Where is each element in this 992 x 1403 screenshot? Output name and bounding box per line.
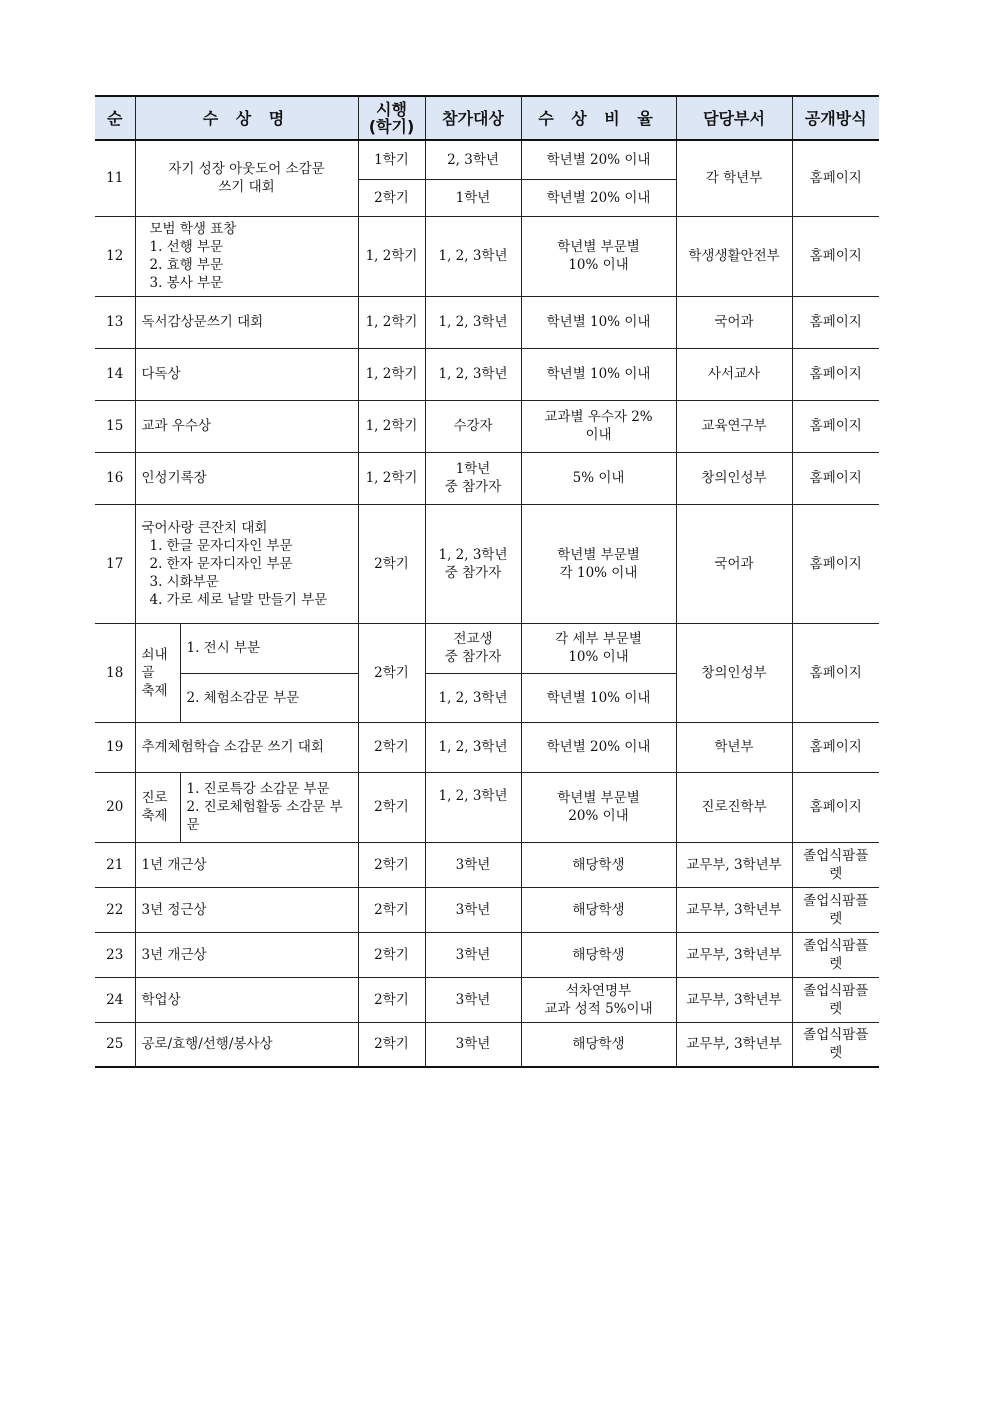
award-name: 공로/효행/선행/봉사상 xyxy=(135,1022,358,1067)
awards-table xyxy=(95,95,879,1068)
row-number: 12 xyxy=(95,216,135,296)
award-name: 국어사랑 큰잔치 대회 1. 한글 문자디자인 부문 2. 한자 문자디자인 부문 3. 시화부문 4. 가로 세로 낱말 만들기 부문 xyxy=(135,504,358,623)
award-name: 추계체험학습 소감문 쓰기 대회 xyxy=(135,722,358,772)
row-number: 19 xyxy=(95,722,135,772)
ratio: 교과별 우수자 2% 이내 xyxy=(521,400,676,452)
award-name: 교과 우수상 xyxy=(135,400,358,452)
table-row xyxy=(95,977,879,1022)
target: 1, 2, 3학년 중 참가자 xyxy=(425,504,521,623)
award-name: 3년 개근상 xyxy=(135,932,358,977)
term: 2학기 xyxy=(358,842,425,887)
term: 1학기 xyxy=(358,140,425,179)
dept: 창의인성부 xyxy=(676,452,792,504)
table-row xyxy=(95,216,879,296)
term: 1, 2학기 xyxy=(358,348,425,400)
row-number: 21 xyxy=(95,842,135,887)
target: 2, 3학년 xyxy=(425,140,521,179)
ratio: 학년별 부문별 각 10% 이내 xyxy=(521,504,676,623)
table-row xyxy=(95,772,879,842)
dept: 교무부, 3학년부 xyxy=(676,977,792,1022)
award-name: 모범 학생 표창 1. 선행 부문 2. 효행 부문 3. 봉사 부문 xyxy=(135,216,358,296)
publish: 홈페이지 xyxy=(792,504,879,623)
ratio: 학년별 20% 이내 xyxy=(521,722,676,772)
award-name: 인성기록장 xyxy=(135,452,358,504)
publish: 졸업식팜플 렛 xyxy=(792,977,879,1022)
table-row xyxy=(95,400,879,452)
ratio: 학년별 20% 이내 xyxy=(521,179,676,216)
header-term: 시행 (학기) xyxy=(358,96,425,140)
award-name: 1. 진로특강 소감문 부문 2. 진로체험활동 소감문 부문 xyxy=(180,772,358,842)
award-name: 2. 체험소감문 부문 xyxy=(180,673,358,722)
table-row xyxy=(95,623,879,673)
publish: 홈페이지 xyxy=(792,216,879,296)
dept: 교무부, 3학년부 xyxy=(676,842,792,887)
row-number: 16 xyxy=(95,452,135,504)
ratio: 5% 이내 xyxy=(521,452,676,504)
row-number: 20 xyxy=(95,772,135,842)
term: 2학기 xyxy=(358,179,425,216)
publish: 홈페이지 xyxy=(792,772,879,842)
dept: 창의인성부 xyxy=(676,623,792,722)
award-name: 1. 전시 부분 xyxy=(180,623,358,673)
header-publish: 공개방식 xyxy=(792,96,879,140)
ratio: 학년별 10% 이내 xyxy=(521,673,676,722)
publish: 졸업식팜플 렛 xyxy=(792,1022,879,1067)
ratio: 해당학생 xyxy=(521,932,676,977)
ratio: 해당학생 xyxy=(521,1022,676,1067)
term: 2학기 xyxy=(358,772,425,842)
table-row xyxy=(95,887,879,932)
row-number: 22 xyxy=(95,887,135,932)
award-name: 다독상 xyxy=(135,348,358,400)
award-name: 자기 성장 아웃도어 소감문 쓰기 대회 xyxy=(135,140,358,216)
term: 2학기 xyxy=(358,887,425,932)
target: 1, 2, 3학년 xyxy=(425,673,521,722)
term: 1, 2학기 xyxy=(358,400,425,452)
header-row xyxy=(95,96,879,140)
target: 3학년 xyxy=(425,932,521,977)
target: 수강자 xyxy=(425,400,521,452)
table-row xyxy=(95,348,879,400)
publish: 졸업식팜플 렛 xyxy=(792,887,879,932)
dept: 교무부, 3학년부 xyxy=(676,1022,792,1067)
table-row xyxy=(95,932,879,977)
term: 1, 2학기 xyxy=(358,216,425,296)
award-group: 쇠내골 축제 xyxy=(135,623,180,722)
award-name: 1년 개근상 xyxy=(135,842,358,887)
publish: 홈페이지 xyxy=(792,623,879,722)
target: 3학년 xyxy=(425,977,521,1022)
term: 1, 2학기 xyxy=(358,452,425,504)
ratio: 학년별 10% 이내 xyxy=(521,348,676,400)
row-number: 15 xyxy=(95,400,135,452)
ratio: 학년별 부문별 10% 이내 xyxy=(521,216,676,296)
term: 2학기 xyxy=(358,1022,425,1067)
header-ratio: 수 상 비 율 xyxy=(521,96,676,140)
header-dept: 담당부서 xyxy=(676,96,792,140)
header-target: 참가대상 xyxy=(425,96,521,140)
award-name: 학업상 xyxy=(135,977,358,1022)
target: 3학년 xyxy=(425,1022,521,1067)
table-row xyxy=(95,842,879,887)
header-no: 순 xyxy=(95,96,135,140)
dept: 학생생활안전부 xyxy=(676,216,792,296)
row-number: 23 xyxy=(95,932,135,977)
publish: 홈페이지 xyxy=(792,140,879,216)
term: 2학기 xyxy=(358,504,425,623)
term: 2학기 xyxy=(358,977,425,1022)
row-number: 11 xyxy=(95,140,135,216)
row-number: 24 xyxy=(95,977,135,1022)
row-number: 25 xyxy=(95,1022,135,1067)
dept: 사서교사 xyxy=(676,348,792,400)
table-row xyxy=(95,296,879,348)
ratio: 해당학생 xyxy=(521,842,676,887)
target: 1, 2, 3학년 xyxy=(425,722,521,772)
ratio: 학년별 부문별 20% 이내 xyxy=(521,772,676,842)
dept: 진로진학부 xyxy=(676,772,792,842)
target: 3학년 xyxy=(425,887,521,932)
table-row xyxy=(95,1022,879,1067)
row-number: 18 xyxy=(95,623,135,722)
target: 1, 2, 3학년 xyxy=(425,296,521,348)
award-group: 진로 축제 xyxy=(135,772,180,842)
header-name: 수 상 명 xyxy=(135,96,358,140)
dept: 국어과 xyxy=(676,296,792,348)
publish: 홈페이지 xyxy=(792,348,879,400)
publish: 홈페이지 xyxy=(792,452,879,504)
dept: 국어과 xyxy=(676,504,792,623)
table-row xyxy=(95,140,879,179)
row-number: 13 xyxy=(95,296,135,348)
table-row xyxy=(95,452,879,504)
publish: 홈페이지 xyxy=(792,722,879,772)
publish: 홈페이지 xyxy=(792,296,879,348)
table-row xyxy=(95,722,879,772)
target: 전교생 중 참가자 xyxy=(425,623,521,673)
target: 1학년 중 참가자 xyxy=(425,452,521,504)
target: 1학년 xyxy=(425,179,521,216)
dept: 각 학년부 xyxy=(676,140,792,216)
term: 2학기 xyxy=(358,722,425,772)
award-name: 독서감상문쓰기 대회 xyxy=(135,296,358,348)
ratio: 각 세부 부문별 10% 이내 xyxy=(521,623,676,673)
dept: 교무부, 3학년부 xyxy=(676,932,792,977)
table-row xyxy=(95,504,879,623)
ratio: 해당학생 xyxy=(521,887,676,932)
row-number: 17 xyxy=(95,504,135,623)
publish: 홈페이지 xyxy=(792,400,879,452)
term: 1, 2학기 xyxy=(358,296,425,348)
row-number: 14 xyxy=(95,348,135,400)
dept: 교육연구부 xyxy=(676,400,792,452)
dept: 교무부, 3학년부 xyxy=(676,887,792,932)
target: 3학년 xyxy=(425,842,521,887)
ratio: 학년별 10% 이내 xyxy=(521,296,676,348)
target: 1, 2, 3학년 xyxy=(425,216,521,296)
publish: 졸업식팜플 렛 xyxy=(792,932,879,977)
term: 2학기 xyxy=(358,623,425,722)
dept: 학년부 xyxy=(676,722,792,772)
ratio: 학년별 20% 이내 xyxy=(521,140,676,179)
ratio: 석차연명부 교과 성적 5%이내 xyxy=(521,977,676,1022)
target: 1, 2, 3학년 xyxy=(425,772,521,842)
target: 1, 2, 3학년 xyxy=(425,348,521,400)
term: 2학기 xyxy=(358,932,425,977)
publish: 졸업식팜플 렛 xyxy=(792,842,879,887)
award-name: 3년 정근상 xyxy=(135,887,358,932)
